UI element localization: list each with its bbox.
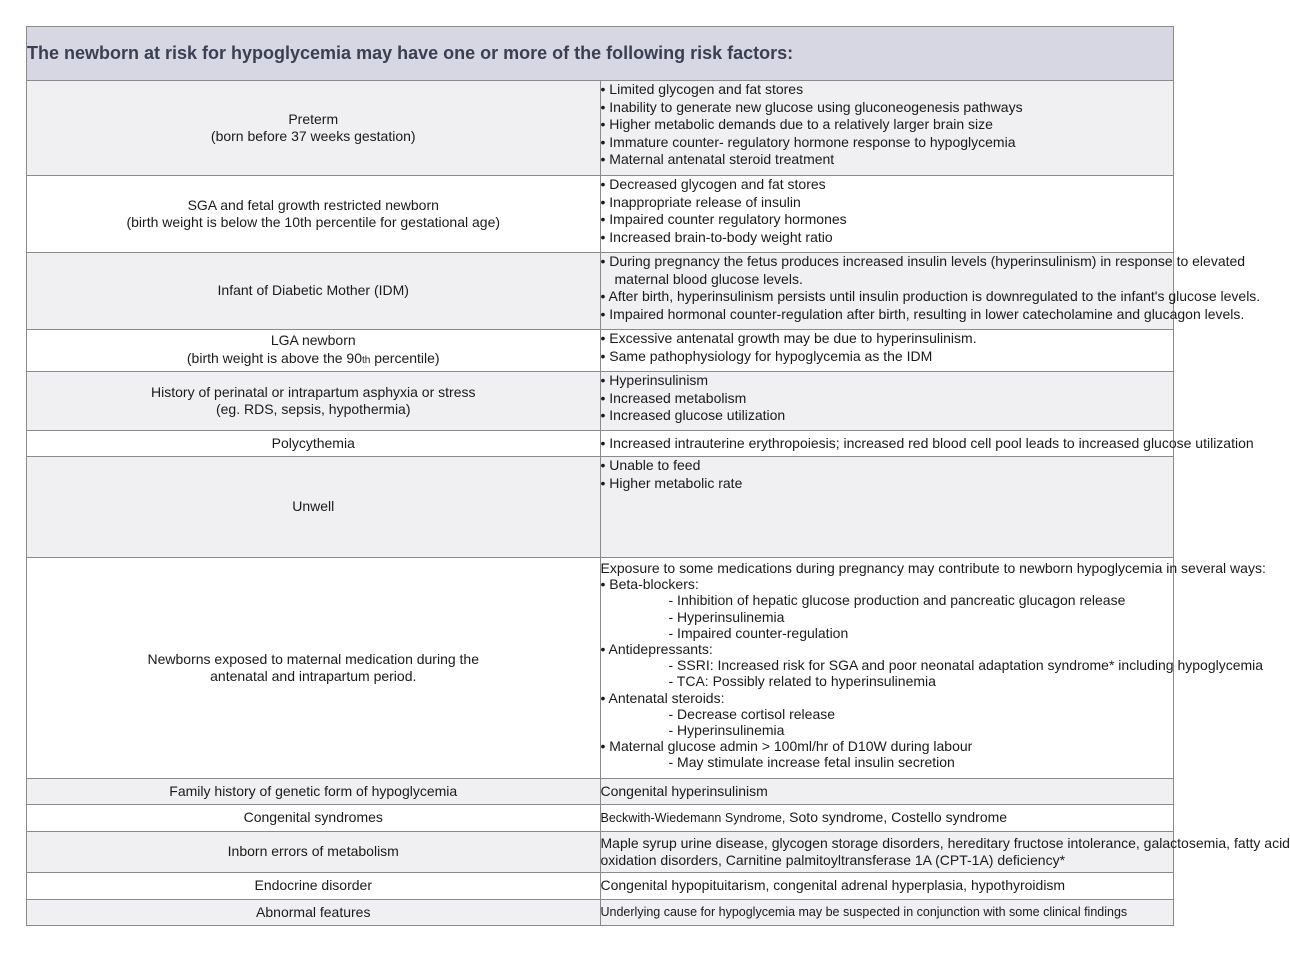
risk-factor-cell [27,431,601,457]
detail-item: • Decreased glycogen and fat stores [600,176,826,192]
table-row [27,873,1174,900]
detail-item: • Impaired counter regulatory hormones [600,211,847,227]
table-row [27,558,1174,779]
risk-factor-cell [27,253,601,330]
risk-factor-sublabel: antenatal and intrapartum period. [210,668,417,684]
risk-factor-label: Congenital syndromes [243,809,383,826]
details-cell [600,176,1174,253]
detail-item: Congenital hypopituitarism, congenital adrenal hyperplasia, hypothyroidism [600,877,1066,894]
detail-item: • Increased brain-to-body weight ratio [600,228,833,245]
detail-intro: Exposure to some medications during pregnancy may contribute to newborn hypoglycemia in several ways: [600,560,1266,576]
risk-factor-label: Infant of Diabetic Mother (IDM) [217,282,409,299]
risk-factor-label: Preterm [288,110,339,127]
detail-subitem: - May stimulate increase fetal insulin secretion [668,754,955,771]
table-row [27,253,1174,330]
detail-item-continued: maternal blood glucose levels. [614,270,803,287]
detail-item: Maple syrup urine disease, glycogen storage disorders, hereditary fructose intolerance, galactosemia, fatty acid [600,834,1290,851]
detail-item: • Inability to generate new glucose using gluconeogenesis pathways [600,98,1023,115]
risk-factor-label: Polycythemia [271,434,355,451]
detail-item: • Higher metabolic demands due to a relatively larger brain size [600,116,993,132]
detail-subitem: - Inhibition of hepatic glucose production and pancreatic glucagon release [668,592,1126,609]
detail-subitem: - Hyperinsulinemia [668,722,785,739]
risk-factor-label: Inborn errors of metabolism [227,843,399,860]
detail-item: • Same pathophysiology for hypoglycemia as the IDM [600,347,933,364]
detail-item: Congenital hyperinsulinism [600,782,768,799]
risk-factor-cell [27,779,601,805]
risk-factor-label: Family history of genetic form of hypoglycemia [169,782,458,799]
details-cell [600,873,1174,900]
risk-factor-cell [27,900,601,926]
detail-item: • After birth, hyperinsulinism persists until insulin production is downregulated to the infant's glucose levels. [600,288,1261,304]
risk-factor-label: Endocrine disorder [254,877,372,894]
table-row [27,81,1174,176]
detail-item: • Antenatal steroids: [600,689,725,706]
details-cell [600,558,1266,779]
details-cell [600,431,1254,457]
risk-factor-label: Newborns exposed to maternal medication during the [147,650,480,667]
detail-item: • Maternal antenatal steroid treatment [600,151,835,167]
risk-factor-sublabel: (birth weight is above the 90th percentile) [186,349,440,366]
risk-factor-sublabel: (eg. RDS, sepsis, hypothermia) [215,401,411,417]
risk-factor-cell [27,873,601,900]
details-cell [600,253,1261,330]
table-row [27,372,1174,431]
detail-item: • Limited glycogen and fat stores [600,81,804,97]
detail-item: • During pregnancy the fetus produces increased insulin levels (hyperinsulinism) in response to elevated [600,253,1246,269]
risk-factor-cell [27,81,601,176]
risk-factor-label: History of perinatal or intrapartum asphyxia or stress [151,383,476,400]
table-row [27,431,1174,457]
details-cell [600,900,1174,926]
detail-item: • Higher metabolic rate [600,474,743,491]
table-row [27,900,1174,926]
details-cell [600,805,1174,832]
risk-factor-label: Abnormal features [256,903,371,920]
details-cell [600,81,1174,176]
table-row [27,457,1174,558]
risk-factor-cell [27,805,601,832]
risk-factor-cell [27,176,601,253]
detail-item: • Beta-blockers: [600,576,699,593]
detail-item: • Antidepressants: [600,641,713,658]
table-row [27,779,1174,805]
detail-item-continued: oxidation disorders, Carnitine palmitoyltransferase 1A (CPT-1A) deficiency* [600,852,1066,868]
detail-item: • Impaired hormonal counter-regulation after birth, resulting in lower catecholamine and glucagon levels. [600,305,1245,322]
risk-factor-label: LGA newborn [270,332,356,348]
table-row [27,176,1174,253]
risk-factor-cell [27,558,601,779]
details-cell [600,779,1174,805]
table-row [27,805,1174,832]
details-cell [600,457,1174,558]
detail-subitem: - SSRI: Increased risk for SGA and poor neonatal adaptation syndrome* including hypoglycemia [668,657,1264,674]
risk-factor-sublabel: (born before 37 weeks gestation) [210,128,416,144]
risk-factors-table [26,26,1290,926]
risk-factor-label: Unwell [292,498,335,515]
details-cell [600,372,1174,431]
risk-factor-cell [27,372,601,431]
table-title: The newborn at risk for hypoglycemia may have one or more of the following risk factors: [27,27,1174,81]
detail-subitem: - TCA: Possibly related to hyperinsulinemia [668,673,936,690]
risk-factor-sublabel: (birth weight is below the 10th percentile for gestational age) [126,214,501,230]
table-row [27,330,1174,372]
detail-item: Underlying cause for hypoglycemia may be suspected in conjunction with some clinical findings [600,904,1128,919]
risk-factor-label: SGA and fetal growth restricted newborn [187,196,439,213]
detail-item: • Hyperinsulinism [600,372,709,388]
details-cell [600,330,1174,372]
details-cell [600,832,1290,873]
detail-item: • Excessive antenatal growth may be due to hyperinsulinism. [600,330,977,346]
detail-subitem: - Hyperinsulinemia [668,608,785,625]
detail-item: • Increased intrauterine erythropoiesis; increased red blood cell pool leads to increased glucose utilization [600,434,1254,451]
detail-subitem: - Decrease cortisol release [668,705,836,722]
risk-factor-cell [27,832,601,873]
table-header-row [27,27,1174,81]
detail-item: • Inappropriate release of insulin [600,193,801,210]
table-row [27,832,1174,873]
detail-item: • Increased metabolism [600,389,747,406]
detail-item: • Immature counter- regulatory hormone response to hypoglycemia [600,133,1016,150]
detail-item: • Unable to feed [600,457,701,473]
detail-subitem: - Impaired counter-regulation [668,624,849,641]
risk-factor-cell [27,330,601,372]
detail-item: • Increased glucose utilization [600,407,786,423]
risk-factor-cell [27,457,601,558]
detail-item: • Maternal glucose admin > 100ml/hr of D10W during labour [600,738,973,755]
detail-item: Beckwith-Wiedemann Syndrome, Soto syndrome, Costello syndrome [600,808,1008,825]
